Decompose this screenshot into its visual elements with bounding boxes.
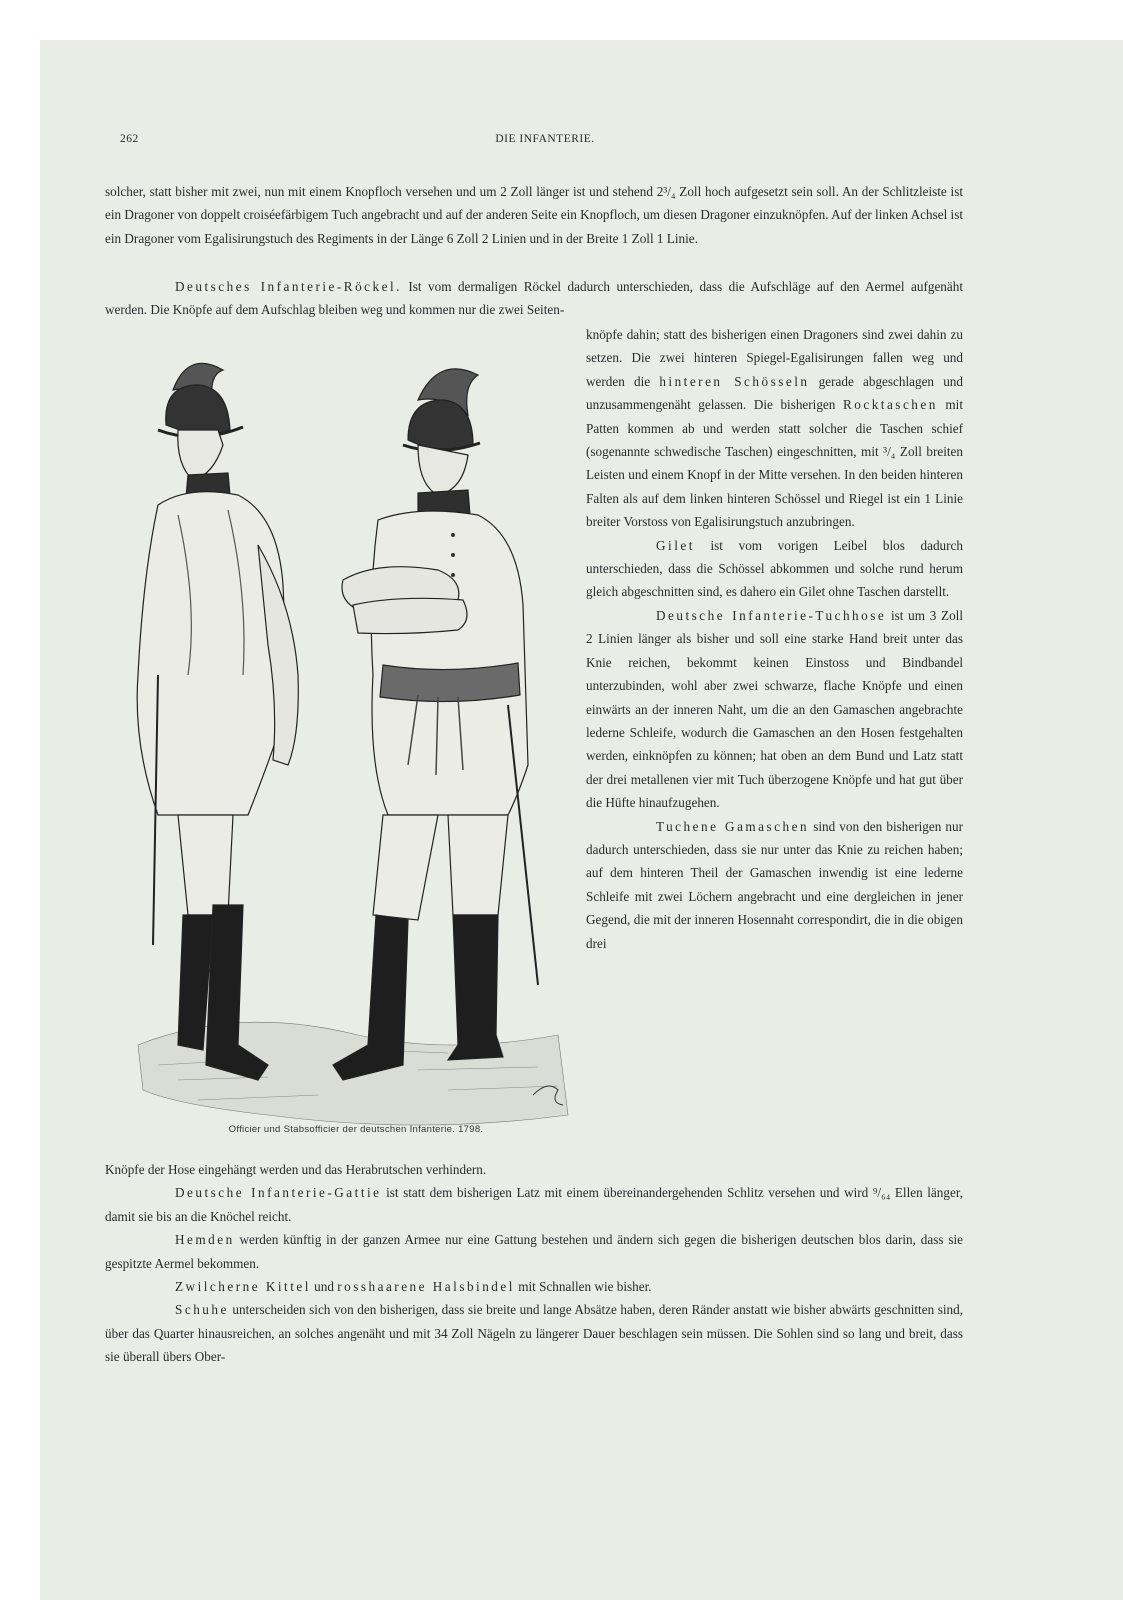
kittel-paragraph: [105, 1275, 963, 1298]
illustration-officers: [118, 345, 588, 1155]
right-column: [586, 323, 963, 955]
roeckel-text: Ist vom dermaligen Röckel dadurch unterschieden, dass die Aufschläge auf den Aermel aufgenäht werden. Die Knöpfe auf dem Aufschlag bleiben weg und kommen nur die zwei Seiten-: [105, 279, 963, 318]
schuhe-paragraph: [105, 1298, 963, 1368]
roeckel-continued: [586, 323, 963, 534]
tuchhose-text: ist um 3 Zoll 2 Linien länger als bisher und soll eine starke Hand breit unter das Knie reichen, bekommt keinen Einstoss und Bindbandel unterzubinden, wohl aber zwei schwarze, flache Knöpfe und einen einwärts an der inneren Naht, um die an den Gamaschen angebrachte lederne Schleife, wodurch die Gamaschen an den Hosen festgehalten werden, einknöpfen zu können; hat oben an dem Bund und Latz statt der drei metallenen vier mit Tuch überzogene Knöpfe und hat gut über die Hüfte hinaufzugehen.: [586, 607, 963, 811]
hemden-term: Hemden: [175, 1232, 235, 1248]
gilet-text: ist vom vorigen Leibel blos dadurch unterschieden, dass die Schössel abkommen und solche rund herum gleich abgeschnitten sind, es dahero ein Gilet ohne Taschen darstellt.: [586, 537, 963, 600]
intro-paragraph: solcher, statt bisher mit zwei, nun mit einem Knopfloch versehen und um 2 Zoll länger ist und stehend 2³/₄ Zoll hoch aufgesetzt sein soll. An der Schlitzleiste ist ein Dragoner von doppelt croiséefärbigem Tuch angebracht und auf der anderen Seite ein Knopfloch, um diesen Dragoner einzuknöpfen. Auf der linken Achsel ist ein Dragoner vom Egalisirungstuch des Regiments in der Länge 6 Zoll 2 Linien und in der Breite 1 Zoll 1 Linie.: [105, 184, 963, 246]
tuchhose-term: Deutsche Infanterie-Tuchhose: [656, 607, 887, 623]
left-officer: [137, 363, 298, 1080]
gilet-term: Gilet: [656, 537, 695, 553]
officers-drawing: [118, 345, 588, 1155]
gilet-paragraph: [586, 534, 963, 604]
schuhe-text: unterscheiden sich von den bisherigen, dass sie breite und lange Absätze haben, deren Ränder anstatt wie bisher abwärts geschnitten sind, über das Quarter hinausreichen, an solches angenäht und mit 34 Zoll Nägeln zu längerer Dauer beschlagen sein müssen. Die Sohlen sind so lang und breit, dass sie überall übers Ober-: [105, 1302, 963, 1365]
schoessel-term: hinteren Schösseln: [659, 373, 810, 389]
roeckel-continued-2: gerade abgeschlagen und unzusammengenäht gelassen. Die bisherigen: [586, 373, 963, 413]
schuhe-term: Schuhe: [175, 1302, 229, 1318]
page-number: 262: [120, 133, 139, 145]
running-head: DIE INFANTERIE.: [495, 133, 595, 145]
page-header: [120, 133, 970, 153]
gamaschen-paragraph: [586, 815, 963, 955]
halsbindel-term: rosshaarene Halsbindel: [337, 1279, 515, 1295]
bottom-text: [105, 1158, 963, 1369]
gattie-text: ist statt dem bisherigen Latz mit einem übereinandergehenden Schlitz versehen und wird ⁹/₆₄ Ellen länger, damit sie bis an die Knöchel reicht.: [105, 1185, 963, 1224]
gamaschen-term: Tuchene Gamaschen: [656, 818, 810, 834]
roeckel-continued-1: knöpfe dahin; statt des bisherigen einen Dragoners sind zwei dahin zu setzen. Die zwei hinteren Spiegel-Egalisirungen fallen weg und werden die: [586, 327, 963, 389]
tuchhose-paragraph: [586, 604, 963, 815]
kittel-text: mit Schnallen wie bisher.: [514, 1279, 652, 1295]
rocktaschen-term: Rocktaschen: [842, 397, 938, 413]
hemden-paragraph: [105, 1228, 963, 1275]
figure-caption: Officier und Stabsofficier der deutschen Infanterie. 1798.: [228, 1124, 484, 1135]
kittel-term: Zwilcherne Kittel: [175, 1279, 311, 1295]
roeckel-term: Deutsches Infanterie-Röckel.: [175, 279, 402, 294]
gattie-paragraph: [105, 1181, 963, 1228]
hemden-text: werden künftig in der ganzen Armee nur eine Gattung bestehen und ändern sich gegen die bisherigen deutschen blos darin, dass sie gespitzte Aermel bekommen.: [105, 1232, 963, 1271]
gattie-term: Deutsche Infanterie-Gattie: [175, 1185, 382, 1201]
roeckel-continued-3: mit Patten kommen ab und werden statt solcher die Taschen schief (sogenannte schwedische Taschen) eingeschnitten, mit ³/₄ Zoll breiten Leisten und einem Knopf in der Mitte versehen. In den beiden hinteren Falten als auf dem linken hinteren Schössel und Riegel ist ein 1 Linie breiter Vorstoss von Egalisirungstuch anzubringen.: [586, 397, 963, 530]
gamaschen-text: sind von den bisherigen nur dadurch unterschieden, dass sie nur unter das Knie zu reichen haben; auf dem hinteren Theil der Gamaschen inwendig ist eine lederne Schleife mit zwei Löchern angebracht und eine dergleichen in jener Gegend, die mit der inneren Hosennaht correspondirt, die in die obigen drei: [586, 818, 963, 951]
kittel-mid: und: [310, 1279, 338, 1295]
right-officer: [333, 369, 538, 1080]
roeckel-paragraph: [105, 275, 963, 322]
gamaschen-continued: Knöpfe der Hose eingehängt werden und das Herabrutschen verhindern.: [105, 1162, 487, 1177]
